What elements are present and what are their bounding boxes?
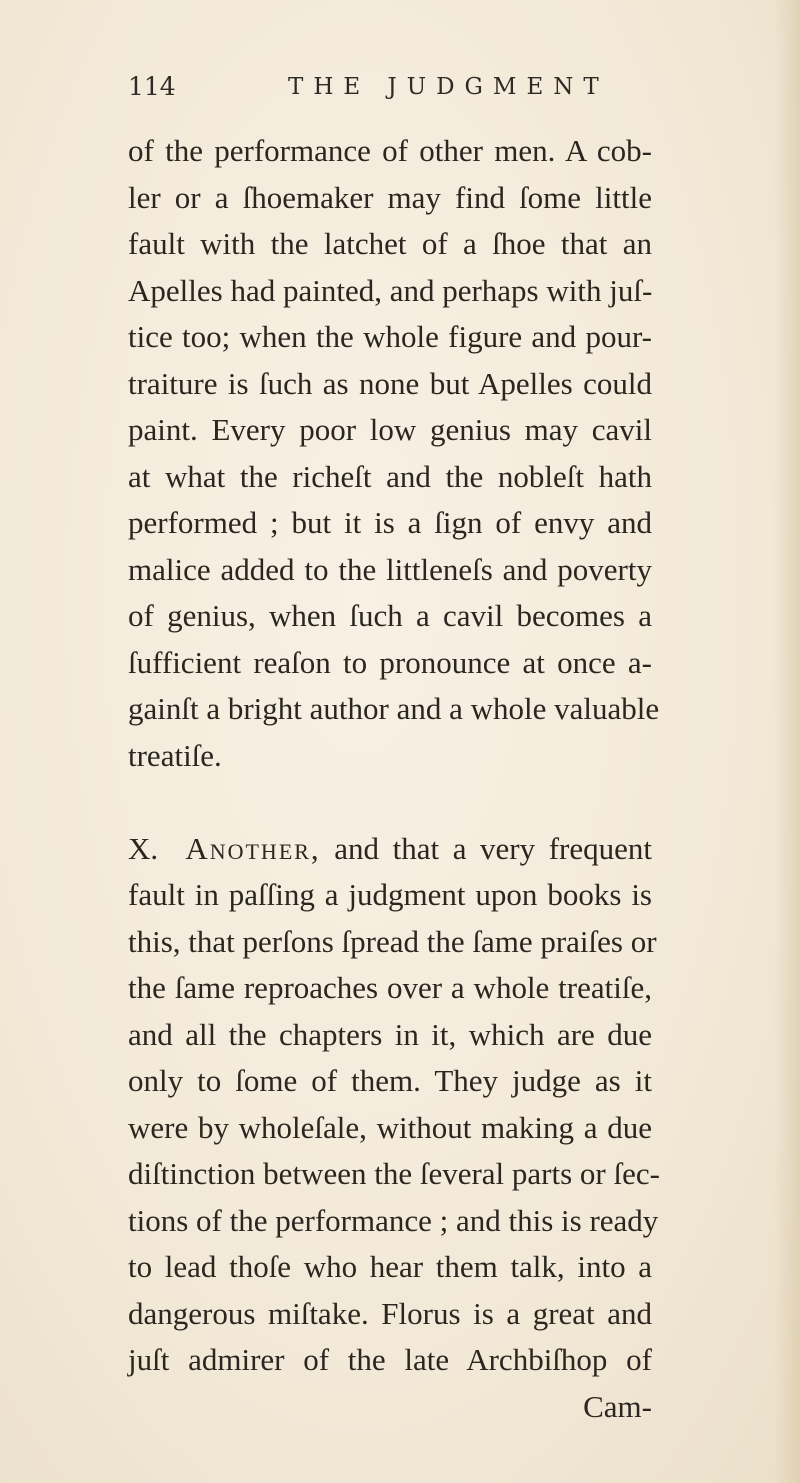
page-number: 114 <box>128 72 176 101</box>
text-line: diſtinction between the ſeveral parts or ſec- <box>128 1156 660 1191</box>
text-line: performed ; but it is a ſign of envy and <box>128 505 652 540</box>
section-first-line <box>128 826 652 873</box>
text-line: were by wholeſale, without making a due <box>128 1109 652 1145</box>
catchword: Cam- <box>583 1388 652 1424</box>
page-header <box>128 70 648 110</box>
section-lead-word: Another, <box>185 830 321 866</box>
text-line: juſt admirer of the late Archbiſhop of <box>128 1342 652 1377</box>
text-line: of the performance of other men. A cob- <box>128 133 652 168</box>
text-line: ler or a ſhoemaker may find ſome little <box>128 179 652 215</box>
body-text <box>128 128 660 1430</box>
text-line: fault in paſſing a judgment upon books is <box>128 877 652 912</box>
text-line: at what the richeſt and the nobleſt hath <box>128 458 652 494</box>
text-line: paint. Every poor low genius may cavil <box>128 412 652 447</box>
paragraph-gap <box>128 779 652 826</box>
text-line: tice too; when the whole figure and pour- <box>128 319 652 354</box>
text-line: fault with the latchet of a ſhoe that an <box>128 226 652 261</box>
text-line: treatiſe. <box>128 737 222 773</box>
text-line: dangerous miſtake. Florus is a great and <box>128 1295 652 1331</box>
text-line: of genius, when ſuch a cavil becomes a <box>128 598 652 633</box>
text-line: and all the chapters in it, which are due <box>128 1016 652 1052</box>
text-line: to lead thoſe who hear them talk, into a <box>128 1249 652 1284</box>
section-numeral: X. <box>128 830 159 866</box>
running-head: THE JUDGMENT <box>288 74 609 100</box>
paragraph-1 <box>128 128 660 779</box>
text-line: Apelles had painted, and perhaps with juſ- <box>128 272 653 308</box>
text-line: gainſt a bright author and a whole valuable <box>128 691 660 726</box>
page-edge-shadow <box>774 0 800 1483</box>
text-line: ſufficient reaſon to pronounce at once a- <box>128 644 652 680</box>
section-first-line-rest: and that a very frequent <box>334 830 653 866</box>
text-line: only to ſome of them. They judge as it <box>128 1063 652 1098</box>
text-line: this, that perſons ſpread the ſame praiſes or <box>128 923 657 959</box>
text-line: the ſame reproaches over a whole treatiſe, <box>128 970 652 1005</box>
text-line: traiture is ſuch as none but Apelles could <box>128 365 652 401</box>
paragraph-2 <box>128 826 660 1431</box>
text-line: malice added to the littleneſs and poverty <box>128 551 652 587</box>
text-line: tions of the performance ; and this is ready <box>128 1202 659 1238</box>
